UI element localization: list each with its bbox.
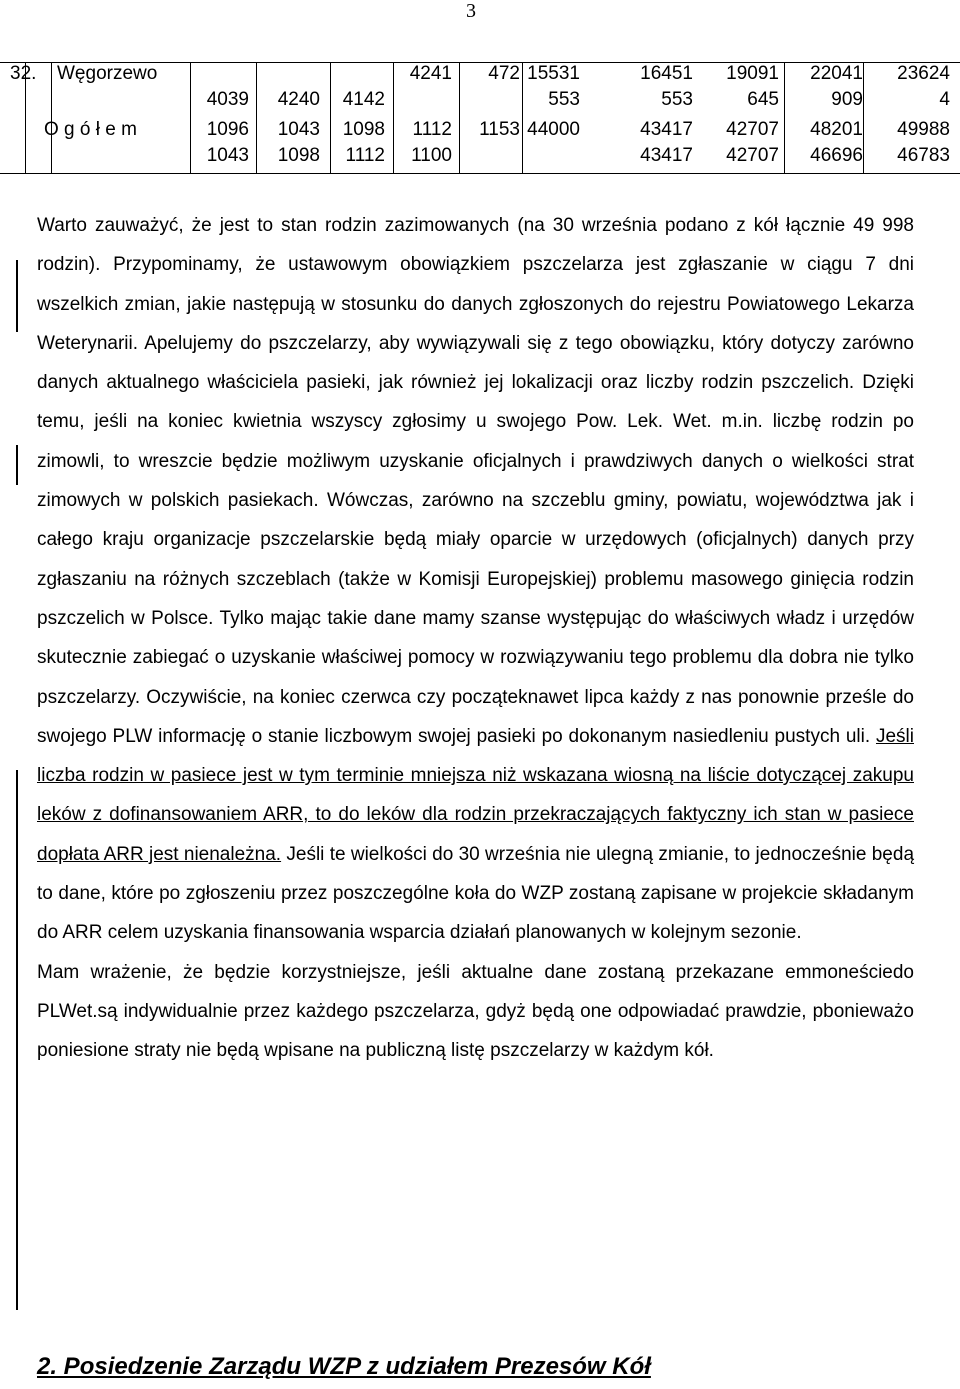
table-cell: 44000 (527, 119, 580, 140)
statistics-table (0, 62, 960, 174)
revision-bar (16, 770, 18, 1310)
table-cell: 22041 (810, 63, 863, 84)
table-cell: 42707 (726, 119, 779, 140)
table-cell: 19091 (726, 63, 779, 84)
table-cell: 4241 (409, 63, 452, 84)
table-cell: 1112 (412, 119, 452, 140)
page-number: 3 (466, 0, 476, 22)
table-row-border (0, 173, 960, 174)
table-cell: 43417 (640, 145, 693, 166)
table-cell: 42707 (726, 145, 779, 166)
paragraph (37, 206, 914, 953)
table-column-border (784, 62, 785, 174)
table-cell: 909 (831, 89, 863, 110)
table-cell: 15531 (527, 63, 580, 84)
table-cell: 16451 (640, 63, 693, 84)
table-column-border (393, 62, 394, 174)
text-run: Jeśli te wielkości do 30 września nie ulegną zmianie, to jednocześnie będą to dane, które po zgłoszeniu przez poszczególne koła do WZP zostaną zapisane w projekcie składanym do ARR celem uzyskania finansowania wsparcia działań planowanych w kolejnym sezonie. (37, 843, 915, 944)
revision-bar (16, 260, 18, 332)
table-cell: 1100 (411, 145, 452, 166)
body-text (37, 206, 914, 1071)
table-cell: 1096 (206, 119, 249, 140)
table-cell: 48201 (810, 119, 863, 140)
table-cell: 23624 (897, 63, 950, 84)
table-cell: 472 (488, 63, 520, 84)
table-cell: 1153 (479, 119, 520, 140)
row-number: 32. (10, 63, 37, 84)
table-cell: 1043 (277, 119, 320, 140)
table-cell: 553 (661, 89, 693, 110)
text-run: Warto zauważyć, że jest to stan rodzin zazimowanych (na 30 września podano z kół łącznie 49 998 rodzin). Przypominamy, że ustawowym obowiązkiem pszczelarza jest zgłaszanie w ciągu 7 dni wszelkich zmian, jakie następują w stosunku do danych zgłoszonych do rejestru Powiatowego Lekarza Weterynarii. Apelujemy do pszczelarzy, aby wywiązywali się z tego obowiązku, który dotyczy zarówno danych aktualnego właściciela pasieki, jak również jej lokalizacji oraz liczby rodzin pszczelich. Dzięki temu, jeśli na koniec kwietnia wszyscy zgłosimy u swojego Pow. Lek. Wet. m.in. liczbę rodzin po zimowli, to wreszcie będzie możliwym uzyskanie oficjalnych i prawdziwych danych o wielkości strat zimowych w polskich pasiekach. Wówczas, zarówno na szczeblu gminy, powiatu, województwa jak i całego kraju organizacje pszczelarskie będą miały oparcie w urzędowych (oficjalnych) danych przy zgłaszaniu na różnych szczeblach (także w Komisji Europejskiej) problemu masowego ginięcia rodzin pszczelich w Polsce. Tylko mając takie dane mamy szanse występując do właściwych władz i urzędów skutecznie zabiegać o uzyskanie właściwej pomocy w rozwiązywaniu tego problemu dla dobra nie tylko pszczelarzy. Oczywiście, na koniec czerwca czy począteknawet lipca każdy z nas ponownie prześle do swojego PLW informację o stanie liczbowym swojej pasieki po dokonanym nasiedleniu pustych uli. (37, 215, 914, 747)
table-cell: 553 (548, 89, 580, 110)
table-column-border (522, 62, 523, 174)
table-cell: 645 (747, 89, 779, 110)
table-cell: 46783 (897, 145, 950, 166)
table-cell: 4039 (206, 89, 249, 110)
table-column-border (256, 62, 257, 174)
table-column-border (863, 62, 864, 174)
table-cell: 4240 (277, 89, 320, 110)
table-cell: 1098 (342, 119, 385, 140)
row-name: Węgorzewo (57, 63, 158, 84)
table-cell: 4 (939, 89, 950, 110)
table-cell: 49988 (897, 119, 950, 140)
row-name: O g ó ł e m (44, 119, 137, 140)
table-cell: 1043 (206, 145, 249, 166)
table-cell: 43417 (640, 119, 693, 140)
paragraph (37, 953, 914, 1071)
table-cell: 46696 (810, 145, 863, 166)
table-column-border (330, 62, 331, 174)
section-heading: 2. Posiedzenie Zarządu WZP z udziałem Prezesów Kół (37, 1353, 651, 1380)
table-cell: 1098 (277, 145, 320, 166)
table-column-border (190, 62, 191, 174)
table-cell: 4142 (342, 89, 385, 110)
revision-bar (16, 445, 18, 485)
table-column-border (459, 62, 460, 174)
table-cell: 1112 (345, 145, 385, 166)
text-run: Mam wrażenie, że będzie korzystniejsze, jeśli aktualne dane zostaną przekazane emmoneściedo PLWet.są indywidualnie przez każdego pszczelarza, gdyż będą one odpowiadać prawdzie, pbonieważo poniesione straty nie będą wpisane na publiczną listę pszczelarzy w każdym kół. (37, 961, 914, 1062)
underlined-text: Jeśli liczba rodzin w pasiece jest w tym terminie mniejsza niż wskazana wiosną na liście dotyczącej zakupu leków z dofinansowaniem ARR, to do leków dla rodzin przekraczających faktyczny ich stan w pasiece dopłata ARR jest nienależna. (37, 725, 914, 865)
